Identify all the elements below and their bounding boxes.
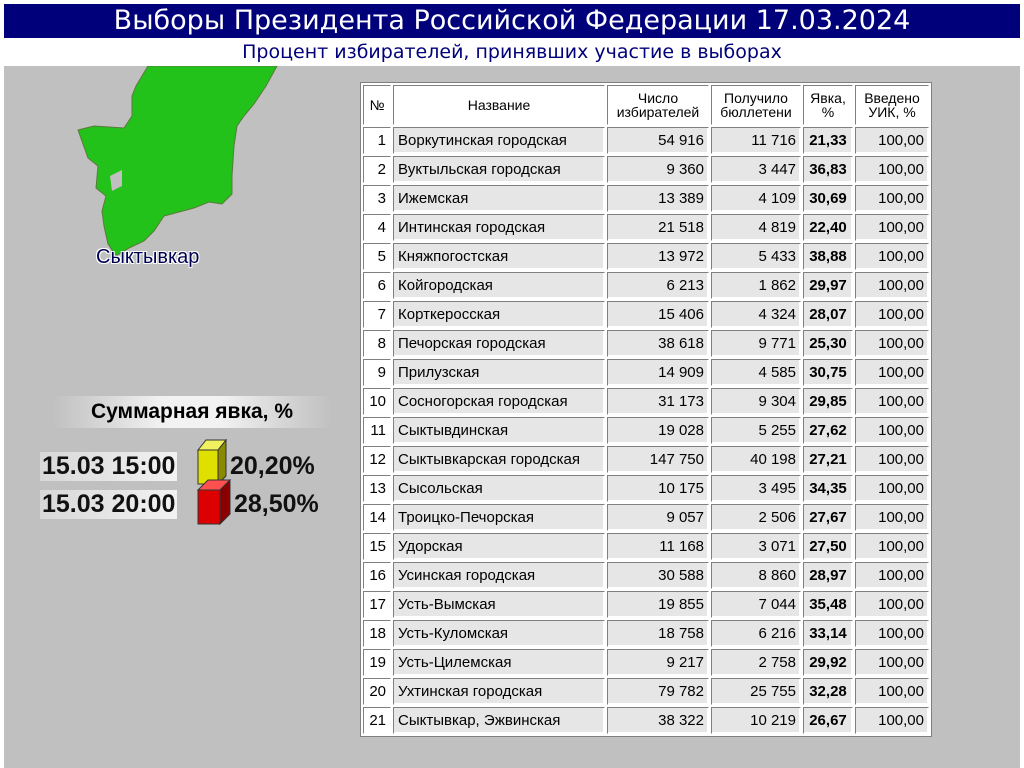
table-row[interactable]	[363, 214, 929, 241]
district-name: Воркутинская городская	[393, 127, 605, 154]
ballots-count: 5 255	[711, 417, 801, 444]
turnout-value: 29,85	[803, 388, 853, 415]
row-number: 8	[363, 330, 391, 357]
page-subtitle: Процент избирателей, принявших участие в выборах	[242, 41, 782, 63]
entered-percent: 100,00	[855, 388, 929, 415]
entered-percent: 100,00	[855, 301, 929, 328]
ballots-count: 4 819	[711, 214, 801, 241]
voters-count: 31 173	[607, 388, 709, 415]
ballots-count: 10 219	[711, 707, 801, 734]
district-name: Усинская городская	[393, 562, 605, 589]
summary-time: 15.03 15:00	[42, 452, 176, 480]
table-row[interactable]	[363, 243, 929, 270]
city-label[interactable]: Сыктывкар	[96, 246, 200, 268]
results-table	[360, 82, 932, 737]
voters-count: 10 175	[607, 475, 709, 502]
ballots-count: 3 071	[711, 533, 801, 560]
turnout-value: 29,97	[803, 272, 853, 299]
entered-percent: 100,00	[855, 156, 929, 183]
district-name: Княжпогостская	[393, 243, 605, 270]
entered-percent: 100,00	[855, 475, 929, 502]
table-row[interactable]	[363, 533, 929, 560]
turnout-value: 27,50	[803, 533, 853, 560]
col-entered: Введено УИК, %	[855, 85, 929, 125]
table-row[interactable]	[363, 649, 929, 676]
turnout-value: 38,88	[803, 243, 853, 270]
district-name: Ухтинская городская	[393, 678, 605, 705]
district-name: Интинская городская	[393, 214, 605, 241]
district-name: Сысольская	[393, 475, 605, 502]
district-name: Сыктывкар, Эжвинская	[393, 707, 605, 734]
entered-percent: 100,00	[855, 504, 929, 531]
table-row[interactable]	[363, 127, 929, 154]
district-name: Койгородская	[393, 272, 605, 299]
district-name: Троицко-Печорская	[393, 504, 605, 531]
entered-percent: 100,00	[855, 562, 929, 589]
district-name: Сыктывкарская городская	[393, 446, 605, 473]
table-row[interactable]	[363, 156, 929, 183]
ballots-count: 25 755	[711, 678, 801, 705]
ballots-count: 2 758	[711, 649, 801, 676]
turnout-value: 33,14	[803, 620, 853, 647]
table-row[interactable]	[363, 359, 929, 386]
entered-percent: 100,00	[855, 243, 929, 270]
row-number: 17	[363, 591, 391, 618]
entered-percent: 100,00	[855, 649, 929, 676]
region-map[interactable]	[4, 66, 364, 366]
ballots-count: 40 198	[711, 446, 801, 473]
entered-percent: 100,00	[855, 272, 929, 299]
ballots-count: 9 771	[711, 330, 801, 357]
voters-count: 30 588	[607, 562, 709, 589]
ballots-count: 3 447	[711, 156, 801, 183]
entered-percent: 100,00	[855, 446, 929, 473]
ballots-count: 6 216	[711, 620, 801, 647]
voters-count: 6 213	[607, 272, 709, 299]
turnout-value: 29,92	[803, 649, 853, 676]
voters-count: 38 322	[607, 707, 709, 734]
entered-percent: 100,00	[855, 214, 929, 241]
voters-count: 18 758	[607, 620, 709, 647]
ballots-count: 8 860	[711, 562, 801, 589]
row-number: 11	[363, 417, 391, 444]
row-number: 3	[363, 185, 391, 212]
district-name: Печорская городская	[393, 330, 605, 357]
page-title: Выборы Президента Российской Федерации 17.03.2024	[4, 4, 1020, 38]
ballots-count: 7 044	[711, 591, 801, 618]
ballots-count: 3 495	[711, 475, 801, 502]
voters-count: 13 972	[607, 243, 709, 270]
table-row[interactable]	[363, 591, 929, 618]
row-number: 7	[363, 301, 391, 328]
table-row[interactable]	[363, 504, 929, 531]
row-number: 5	[363, 243, 391, 270]
table-row[interactable]	[363, 707, 929, 734]
ballots-count: 5 433	[711, 243, 801, 270]
voters-count: 19 855	[607, 591, 709, 618]
table-header	[363, 85, 929, 125]
turnout-value: 30,69	[803, 185, 853, 212]
red-cube-icon	[196, 478, 232, 526]
voters-count: 9 057	[607, 504, 709, 531]
table-row[interactable]	[363, 388, 929, 415]
voters-count: 147 750	[607, 446, 709, 473]
table-row[interactable]	[363, 446, 929, 473]
row-number: 15	[363, 533, 391, 560]
ballots-count: 2 506	[711, 504, 801, 531]
voters-count: 13 389	[607, 185, 709, 212]
turnout-value: 28,97	[803, 562, 853, 589]
row-number: 2	[363, 156, 391, 183]
row-number: 21	[363, 707, 391, 734]
summary-value: 28,50%	[234, 490, 319, 518]
table-row[interactable]	[363, 475, 929, 502]
region-shape[interactable]	[78, 66, 277, 256]
table-row[interactable]	[363, 620, 929, 647]
row-number: 4	[363, 214, 391, 241]
row-number: 12	[363, 446, 391, 473]
turnout-value: 35,48	[803, 591, 853, 618]
district-name: Вуктыльская городская	[393, 156, 605, 183]
row-number: 10	[363, 388, 391, 415]
row-number: 19	[363, 649, 391, 676]
entered-percent: 100,00	[855, 591, 929, 618]
turnout-value: 27,62	[803, 417, 853, 444]
turnout-value: 25,30	[803, 330, 853, 357]
ballots-count: 4 324	[711, 301, 801, 328]
district-name: Сосногорская городская	[393, 388, 605, 415]
turnout-value: 36,83	[803, 156, 853, 183]
turnout-value: 27,67	[803, 504, 853, 531]
district-name: Сыктывдинская	[393, 417, 605, 444]
table-row[interactable]	[363, 330, 929, 357]
ballots-count: 9 304	[711, 388, 801, 415]
district-name: Усть-Цилемская	[393, 649, 605, 676]
district-name: Прилузская	[393, 359, 605, 386]
row-number: 9	[363, 359, 391, 386]
entered-percent: 100,00	[855, 678, 929, 705]
table-row[interactable]	[363, 301, 929, 328]
voters-count: 54 916	[607, 127, 709, 154]
row-number: 18	[363, 620, 391, 647]
row-number: 20	[363, 678, 391, 705]
row-number: 16	[363, 562, 391, 589]
table-row[interactable]	[363, 185, 929, 212]
turnout-value: 30,75	[803, 359, 853, 386]
turnout-value: 28,07	[803, 301, 853, 328]
voters-count: 9 360	[607, 156, 709, 183]
ballots-count: 11 716	[711, 127, 801, 154]
turnout-value: 21,33	[803, 127, 853, 154]
table-row[interactable]	[363, 417, 929, 444]
ballots-count: 1 862	[711, 272, 801, 299]
summary-title: Суммарная явка, %	[52, 396, 332, 428]
col-name: Название	[393, 85, 605, 125]
entered-percent: 100,00	[855, 620, 929, 647]
entered-percent: 100,00	[855, 533, 929, 560]
voters-count: 14 909	[607, 359, 709, 386]
voters-count: 15 406	[607, 301, 709, 328]
row-number: 14	[363, 504, 391, 531]
col-voters: Число избирателей	[607, 85, 709, 125]
ballots-count: 4 109	[711, 185, 801, 212]
row-number: 6	[363, 272, 391, 299]
voters-count: 9 217	[607, 649, 709, 676]
district-name: Корткеросская	[393, 301, 605, 328]
entered-percent: 100,00	[855, 359, 929, 386]
table-row[interactable]	[363, 678, 929, 705]
district-name: Усть-Куломская	[393, 620, 605, 647]
turnout-value: 22,40	[803, 214, 853, 241]
col-ballots: Получило бюллетени	[711, 85, 801, 125]
col-turnout: Явка, %	[803, 85, 853, 125]
entered-percent: 100,00	[855, 330, 929, 357]
turnout-value: 26,67	[803, 707, 853, 734]
table-row[interactable]	[363, 272, 929, 299]
summary-time: 15.03 20:00	[42, 490, 176, 518]
turnout-value: 32,28	[803, 678, 853, 705]
district-name: Ижемская	[393, 185, 605, 212]
row-number: 13	[363, 475, 391, 502]
entered-percent: 100,00	[855, 185, 929, 212]
turnout-value: 27,21	[803, 446, 853, 473]
voters-count: 38 618	[607, 330, 709, 357]
table-row[interactable]	[363, 562, 929, 589]
turnout-value: 34,35	[803, 475, 853, 502]
summary-value: 20,20%	[230, 452, 315, 480]
entered-percent: 100,00	[855, 417, 929, 444]
entered-percent: 100,00	[855, 707, 929, 734]
district-name: Удорская	[393, 533, 605, 560]
district-name: Усть-Вымская	[393, 591, 605, 618]
voters-count: 11 168	[607, 533, 709, 560]
row-number: 1	[363, 127, 391, 154]
entered-percent: 100,00	[855, 127, 929, 154]
voters-count: 79 782	[607, 678, 709, 705]
ballots-count: 4 585	[711, 359, 801, 386]
voters-count: 19 028	[607, 417, 709, 444]
col-number: №	[363, 85, 391, 125]
voters-count: 21 518	[607, 214, 709, 241]
